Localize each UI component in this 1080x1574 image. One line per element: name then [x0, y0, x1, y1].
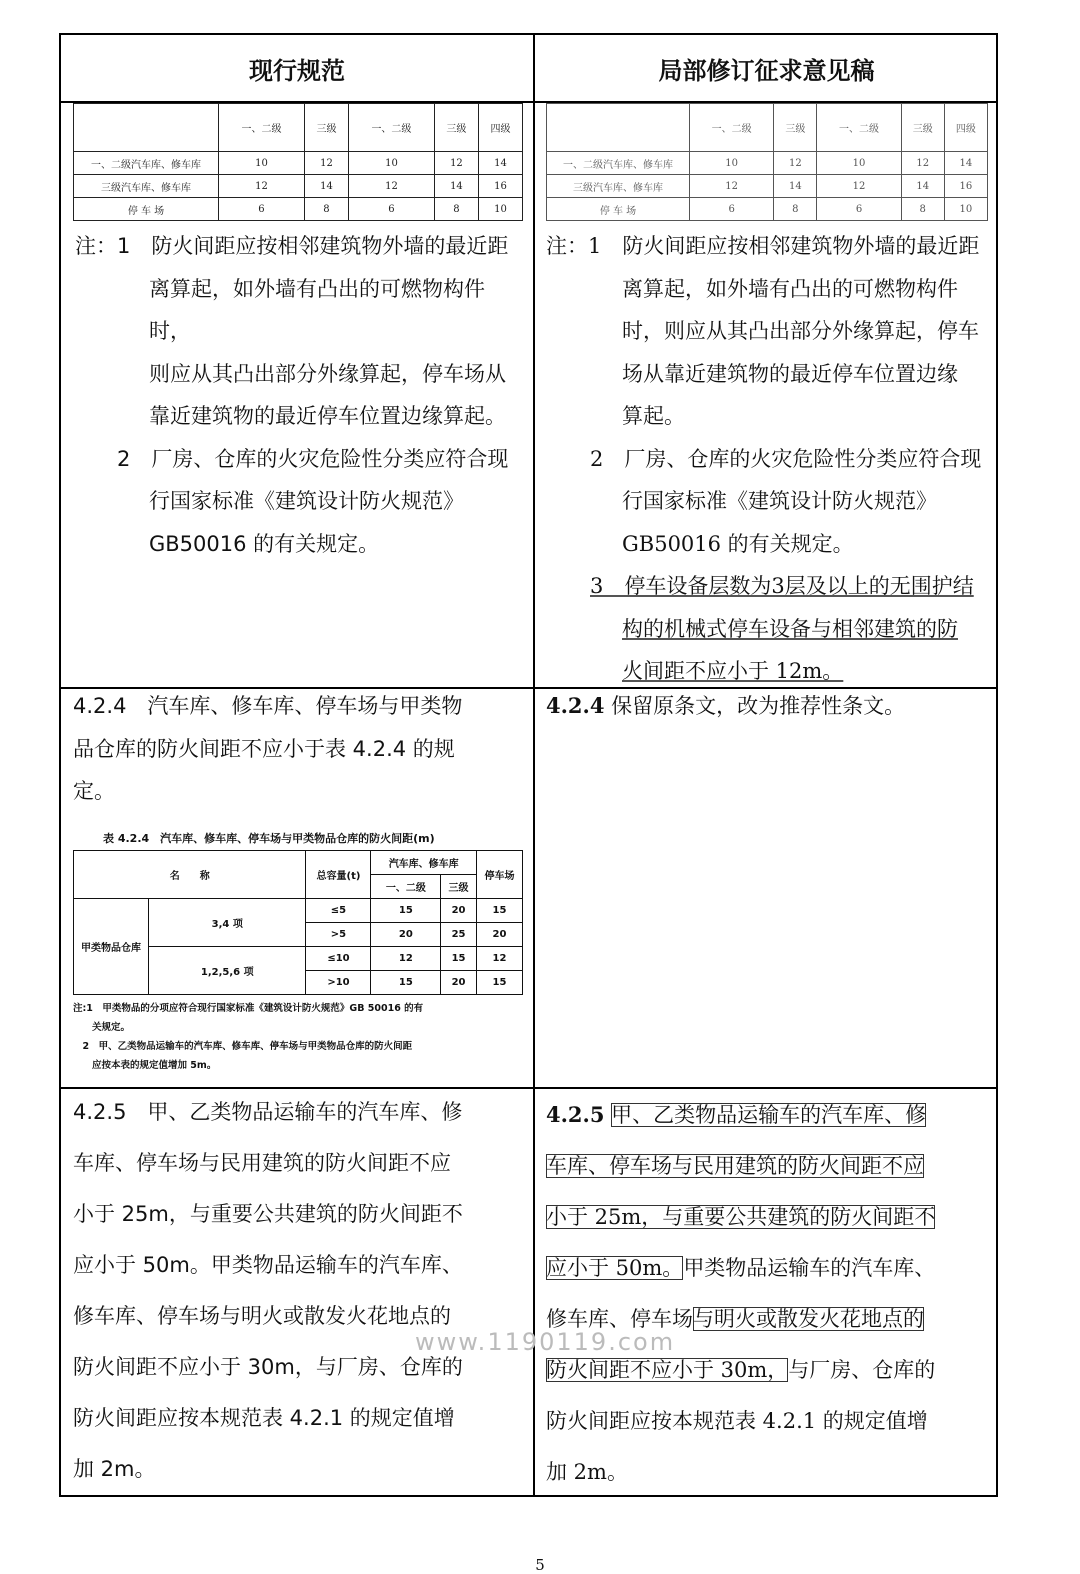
- table-notes: 注:1 甲类物品的分项应符合现行国家标准《建筑设计防火规范》GB 50016 的有 关规定。 2 甲、乙类物品运输车的汽车库、修车库、停车场与甲类物品仓库的防火间距 应按本表的规定值增加 5m。: [73, 1003, 424, 1071]
- note-line: 算起。: [622, 404, 685, 428]
- clause-text: 保留原条文，改为推荐性条文。: [604, 694, 906, 718]
- table-row: 停 车 场 6 8 6 8 10: [547, 198, 988, 221]
- note-line: 2 厂房、仓库的火灾危险性分类应符合现: [590, 446, 982, 471]
- watermark: www.1190119.com: [415, 1328, 676, 1356]
- added-note-line: 构的机械式停车设备与相邻建筑的防: [622, 616, 958, 641]
- added-note-line: 火间距不应小于 12m。: [622, 659, 844, 683]
- header-current-code: 现行规范: [249, 56, 345, 85]
- clause-line: 小于 25m，与重要公共建筑的防火间距不: [73, 1202, 463, 1226]
- table-row: 三级汽车库、修车库 12 14 12 14 16: [547, 175, 988, 198]
- right-row1: [546, 103, 990, 693]
- clause-number: 4.2.5: [546, 1102, 605, 1127]
- clause-line: 定。: [73, 779, 115, 803]
- note-line: 注：1 防火间距应按相邻建筑物外墙的最近距: [75, 234, 509, 258]
- note-line: 行国家标准《建筑设计防火规范》: [622, 489, 937, 513]
- note-line: 时，则应从其凸出部分外缘算起，停车: [622, 319, 979, 343]
- clause-text: 甲类物品运输车的汽车库、: [683, 1256, 936, 1280]
- column-divider: [533, 35, 535, 1495]
- table-row: 一、二级汽车库、修车库 10 12 10 12 14: [74, 152, 523, 175]
- comparison-table: [59, 33, 998, 1497]
- scanned-table-4-2-4: [73, 830, 523, 1074]
- clause-line: 4.2.4 汽车库、修车库、停车场与甲类物: [73, 694, 463, 718]
- table-row: 甲类物品仓库 3,4 项 ≤5 15 20 15: [74, 899, 523, 923]
- revised-text: 车库、停车场与民用建筑的防火间距不应: [546, 1154, 924, 1178]
- clause-text: 与厂房、仓库的: [788, 1358, 936, 1382]
- note-line: 靠近建筑物的最近停车位置边缘算起。: [149, 404, 506, 428]
- revised-text: 防火间距不应小于 30m，: [546, 1358, 789, 1382]
- left-row1: [73, 103, 525, 565]
- header-revision-draft: 局部修订征求意见稿: [658, 56, 875, 85]
- table-row: 三级汽车库、修车库 12 14 12 14 16: [74, 175, 523, 198]
- clause-line: 防火间距不应小于 30m，与厂房、仓库的: [73, 1355, 463, 1379]
- note-line: 离算起，如外墙有凸出的可燃物构件: [622, 276, 958, 301]
- left-row3: [73, 1087, 525, 1495]
- clause-line: 4.2.5 甲、乙类物品运输车的汽车库、修: [73, 1100, 463, 1124]
- revised-text: 甲、乙类物品运输车的汽车库、修: [611, 1103, 927, 1127]
- right-row3: [546, 1089, 990, 1498]
- left-notes: [73, 225, 525, 565]
- note-line: GB50016 的有关规定。: [149, 531, 380, 556]
- table-row: 一、二级汽车库、修车库 10 12 10 12 14: [547, 152, 988, 175]
- table-row: 名 称 总容量(t) 汽车库、修车库 停车场: [74, 851, 523, 875]
- table-row: 停 车 场 6 8 6 8 10: [74, 198, 523, 221]
- added-note-line: 3 停车设备层数为3层及以上的无围护结: [590, 574, 974, 598]
- left-row2: [73, 685, 525, 813]
- right-notes: [546, 225, 990, 693]
- revised-text: 应小于 50m。: [546, 1256, 684, 1280]
- note-line: 行国家标准《建筑设计防火规范》: [149, 489, 464, 513]
- table-row: 一、二级 三级 一、二级 三级 四级: [74, 104, 523, 152]
- table-row: 1,2,5,6 项 ≤10 12 15 12: [74, 947, 523, 971]
- table-row: >10 15 20 15: [74, 971, 523, 995]
- note-line: GB50016 的有关规定。: [622, 531, 854, 556]
- page-number: 5: [535, 1556, 545, 1574]
- distance-table-left: [73, 103, 523, 221]
- revised-text: 与明火或散发火花地点的: [693, 1307, 924, 1331]
- clause-line: 防火间距应按本规范表 4.2.1 的规定值增: [546, 1409, 928, 1433]
- note-line: 2 厂房、仓库的火灾危险性分类应符合现: [117, 446, 509, 471]
- table-caption: 表 4.2.4 汽车库、修车库、停车场与甲类物品仓库的防火间距(m): [103, 832, 435, 845]
- clause-line: 修车库、停车场与明火或散发火花地点的: [73, 1304, 451, 1328]
- clause-line: 加 2m。: [546, 1460, 628, 1484]
- clause-line: 品仓库的防火间距不应小于表 4.2.4 的规: [73, 736, 455, 761]
- table-row: >5 20 25 20: [74, 923, 523, 947]
- note-line: 则应从其凸出部分外缘算起，停车场从: [149, 361, 506, 386]
- clause-line: 车库、停车场与民用建筑的防火间距不应: [73, 1151, 451, 1175]
- right-row2: [546, 685, 990, 728]
- clause-number: 4.2.4: [546, 693, 605, 718]
- clause-line: 应小于 50m。甲类物品运输车的汽车库、: [73, 1253, 463, 1277]
- hazard-distance-table: [73, 850, 523, 995]
- revised-text: 小于 25m，与重要公共建筑的防火间距不: [546, 1205, 936, 1229]
- table-row: 一、二级 三级 一、二级 三级 四级: [547, 104, 988, 152]
- clause-text: 修车库、停车场: [546, 1307, 693, 1331]
- clause-line: 防火间距应按本规范表 4.2.1 的规定值增: [73, 1406, 455, 1430]
- note-line: 离算起，如外墙有凸出的可燃物构件时，: [149, 276, 485, 343]
- clause-line: 加 2m。: [73, 1457, 156, 1481]
- distance-table-right: [546, 103, 988, 221]
- table-row: 一、二级 三级: [74, 875, 523, 899]
- note-line: 注：1 防火间距应按相邻建筑物外墙的最近距: [546, 234, 980, 258]
- note-line: 场从靠近建筑物的最近停车位置边缘: [622, 361, 958, 386]
